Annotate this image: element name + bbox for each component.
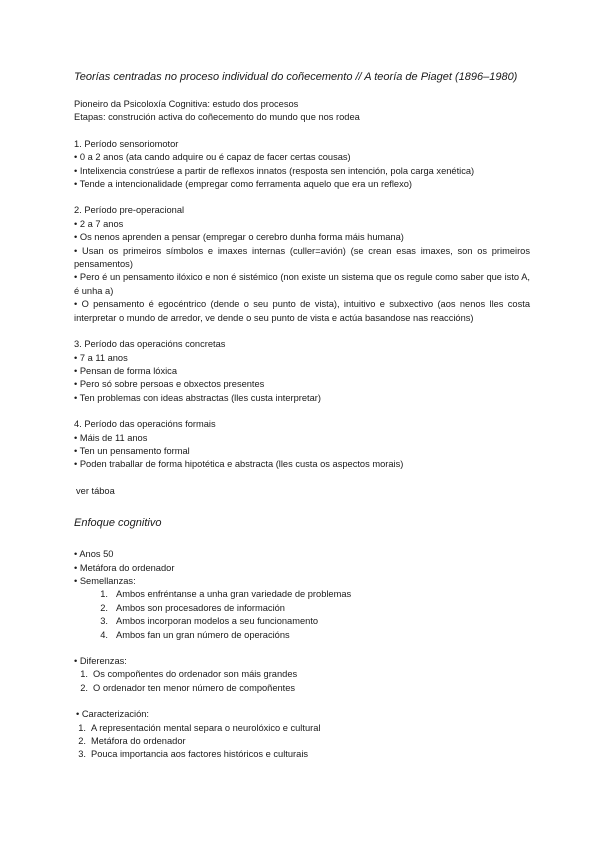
list-item: • Diferenzas: xyxy=(74,656,127,666)
section-subtitle: Enfoque cognitivo xyxy=(74,517,162,530)
intro-line: Etapas: construción activa do coñecemento do mundo que nos rodea xyxy=(74,112,360,123)
similarity-item xyxy=(90,615,530,628)
item-number: 1. xyxy=(100,589,108,600)
characterization-item xyxy=(74,748,530,761)
item-number: 2. xyxy=(78,736,86,747)
document-title: Teorías centradas no proceso individual do coñecemento // A teoría de Piaget (1896–1980) xyxy=(74,71,518,83)
intro-section xyxy=(74,98,530,125)
difference-item xyxy=(74,682,530,695)
list-item: • Poden traballar de forma hipotética e abstracta (lles custa os aspectos morais) xyxy=(74,459,404,470)
list-item: • Pero é un pensamento ilóxico e non é sistémico (non existe un sistema que os regule como saber que isto A, é unha a) xyxy=(74,272,530,296)
document-body xyxy=(74,70,530,775)
similarities-list xyxy=(74,588,530,642)
item-text: A representación mental separa o neurolóxico e cultural xyxy=(91,722,321,733)
item-number: 2. xyxy=(80,682,88,693)
characterization-section xyxy=(74,708,530,762)
item-text: Metáfora do ordenador xyxy=(91,736,186,747)
period-section-3 xyxy=(74,338,530,405)
item-number: 1. xyxy=(80,669,88,680)
list-item: • Semellanzas: xyxy=(74,575,136,586)
item-number: 1. xyxy=(78,722,86,733)
item-number: 3. xyxy=(100,616,108,627)
characterization-list xyxy=(74,722,530,762)
list-item: • Máis de 11 anos xyxy=(74,432,148,443)
period-section-2 xyxy=(74,204,530,325)
item-number: 3. xyxy=(78,749,86,760)
item-text: Ambos enfréntanse a unha gran variedade de problemas xyxy=(116,589,352,600)
list-item: • Intelixencia constrúese a partir de reflexos innatos (resposta sen intención, pola carga xenética) xyxy=(74,165,475,176)
period-heading: 1. Período sensoriomotor xyxy=(74,138,179,149)
list-item: • Metáfora do ordenador xyxy=(74,562,175,573)
list-item: • Caracterización: xyxy=(76,709,150,720)
list-item: • Ten problemas con ideas abstractas (lles custa interpretar) xyxy=(74,392,321,403)
list-item: • Os nenos aprenden a pensar (empregar o cerebro dunha forma máis humana) xyxy=(74,232,404,243)
item-text: Os compoñentes do ordenador son máis grandes xyxy=(93,669,298,680)
intro-line: Pioneiro da Psicoloxía Cognitiva: estudo dos procesos xyxy=(74,99,299,109)
period-heading: 2. Período pre-operacional xyxy=(74,205,185,216)
list-item: • 2 a 7 anos xyxy=(74,218,124,229)
list-item: • O pensamento é egocéntrico (dende o seu punto de vista), intuitivo e subxectivo (aos nenos lles costa interpretar o mundo de arredor, ve dende o seu punto de vista e actúa basandose nas reaccións) xyxy=(74,299,530,323)
period-heading: 3. Período das operacións concretas xyxy=(74,339,226,350)
see-table-note: ver táboa xyxy=(76,485,115,496)
item-number: 4. xyxy=(100,629,108,640)
item-text: Ambos incorporan modelos a seu funcionamento xyxy=(116,616,319,627)
item-text: Pouca importancia aos factores históricos e culturais xyxy=(91,749,309,760)
period-section-4 xyxy=(74,418,530,472)
difference-item xyxy=(74,668,530,681)
similarity-item xyxy=(90,602,530,615)
list-item: • Ten un pensamento formal xyxy=(74,445,190,456)
cognitive-section xyxy=(74,548,530,642)
item-number: 2. xyxy=(100,602,108,613)
similarity-item xyxy=(90,629,530,642)
list-item: • Pensan de forma lóxica xyxy=(74,365,177,376)
similarity-item xyxy=(90,588,530,601)
list-item: • 0 a 2 anos (ata cando adquire ou é capaz de facer certas cousas) xyxy=(74,152,351,163)
period-heading: 4. Período das operacións formais xyxy=(74,419,216,430)
item-text: O ordenador ten menor número de compoñentes xyxy=(93,682,296,693)
list-item: • 7 a 11 anos xyxy=(74,352,128,363)
characterization-item xyxy=(74,722,530,735)
differences-list xyxy=(74,668,530,695)
list-item: • Pero só sobre persoas e obxectos presentes xyxy=(74,379,265,390)
characterization-item xyxy=(74,735,530,748)
period-section-1 xyxy=(74,138,530,192)
list-item: • Tende a intencionalidade (empregar como ferramenta aquelo que era un reflexo) xyxy=(74,179,412,190)
list-item: • Anos 50 xyxy=(74,549,114,560)
item-text: Ambos son procesadores de información xyxy=(116,602,285,613)
item-text: Ambos fan un gran número de operacións xyxy=(116,629,290,640)
list-item: • Usan os primeiros símbolos e imaxes internas (culler=avión) (se crean esas imaxes, son os primeiros pensamentos) xyxy=(74,245,530,270)
differences-section xyxy=(74,655,530,695)
